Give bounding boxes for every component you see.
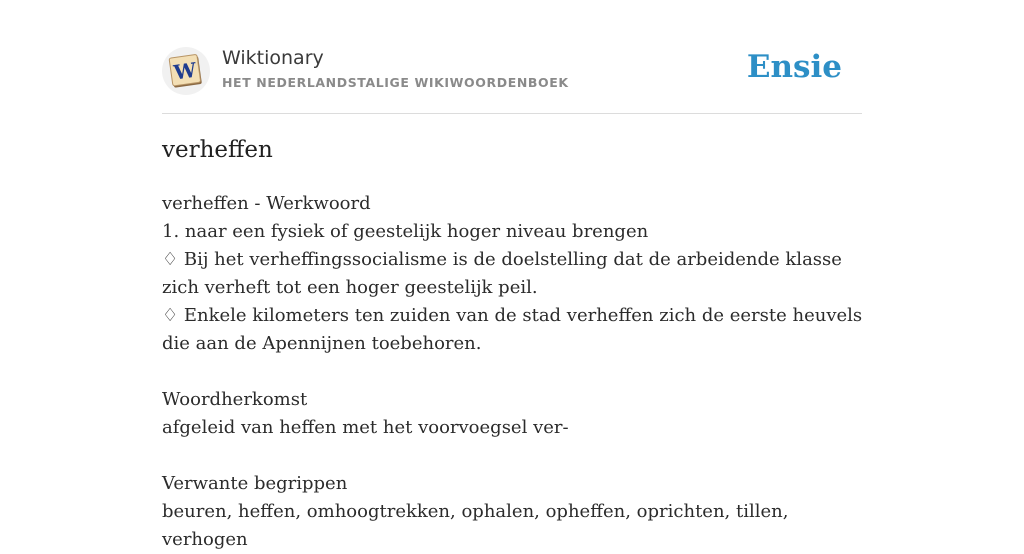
site-header [162, 44, 862, 114]
page-title: verheffen [162, 137, 273, 163]
site-title[interactable]: Wiktionary [222, 47, 324, 69]
site-subtitle: HET NEDERLANDSTALIGE WIKIWOORDENBOEK [222, 75, 569, 90]
spacer [162, 358, 867, 386]
article-content [162, 190, 867, 554]
related-heading: Verwante begrippen [162, 473, 348, 494]
wiktionary-logo-icon[interactable] [162, 47, 210, 95]
example-sentence: ♢ Enkele kilometers ten zuiden van de stad verheffen zich de eerste heuvels die aan de Apennijnen toebehoren. [162, 305, 863, 354]
etymology-text: afgeleid van heffen met het voorvoegsel ver- [162, 417, 569, 438]
logo-letter: W [172, 57, 198, 85]
ensie-brand-link[interactable]: Ensie [746, 49, 842, 85]
spacer [162, 442, 867, 470]
etymology-heading: Woordherkomst [162, 389, 308, 410]
related-terms: beuren, heffen, omhoogtrekken, ophalen, opheffen, oprichten, tillen, verhogen [162, 501, 789, 550]
example-sentence: ♢ Bij het verheffingssocialisme is de doelstelling dat de arbeidende klasse zich verheft tot een hoger geestelijk peil. [162, 249, 842, 298]
word-heading: verheffen - Werkwoord [162, 193, 371, 214]
definition-text: 1. naar een fysiek of geestelijk hoger niveau brengen [162, 221, 649, 242]
